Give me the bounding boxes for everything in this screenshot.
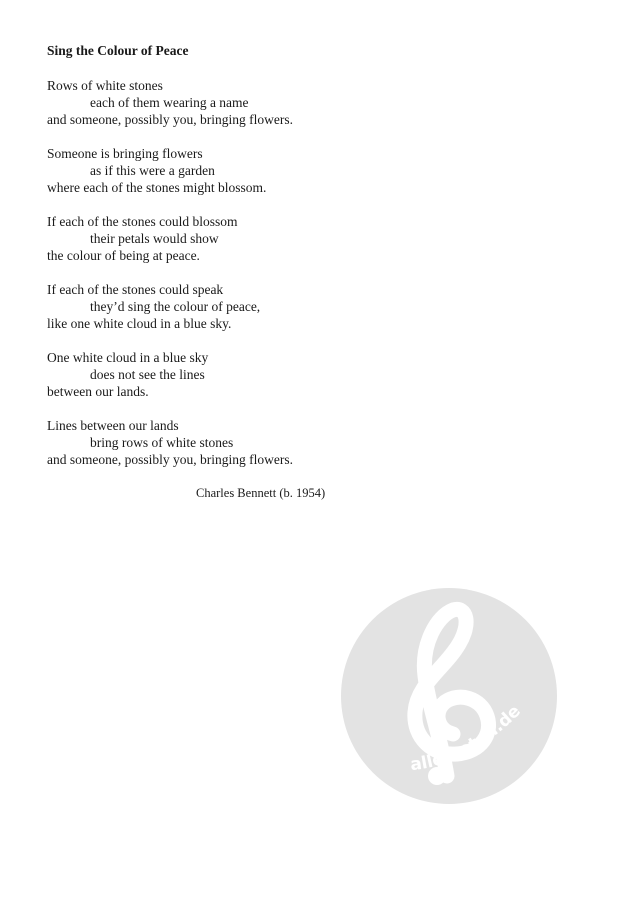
poem-line: Rows of white stones [47,78,163,93]
poem-line: their petals would show [90,231,219,246]
stanza-4 [47,281,293,332]
poem-attribution: Charles Bennett (b. 1954) [196,486,326,500]
poem-line: and someone, possibly you, bringing flowers. [47,112,293,127]
poem-line: If each of the stones could blossom [47,214,238,229]
poem-line: If each of the stones could speak [47,282,224,297]
poem-line: Someone is bringing flowers [47,146,203,161]
poem-line: and someone, possibly you, bringing flowers. [47,452,293,467]
poem-line: the colour of being at peace. [47,248,200,263]
stanza-2 [47,145,293,196]
poem-line: as if this were a garden [90,163,215,178]
treble-clef-icon [341,588,557,804]
stanza-6 [47,417,293,468]
poem-line: they’d sing the colour of peace, [90,299,261,314]
poem-line: does not see the lines [90,367,205,382]
poem-line: One white cloud in a blue sky [47,350,209,365]
poem-line: between our lands. [47,384,149,399]
poem-line: Lines between our lands [47,418,179,433]
poem-line: each of them wearing a name [90,95,249,110]
poem-line: where each of the stones might blossom. [47,180,267,195]
watermark [341,588,557,804]
poem-title: Sing the Colour of Peace [47,43,189,58]
watermark-text: alle-noten.de [409,701,525,776]
poem-line: bring rows of white stones [90,435,234,450]
stanza-5 [47,349,293,400]
poem-line: like one white cloud in a blue sky. [47,316,232,331]
stanza-3 [47,213,293,264]
stanza-1 [47,77,293,128]
poem-body [47,77,293,485]
